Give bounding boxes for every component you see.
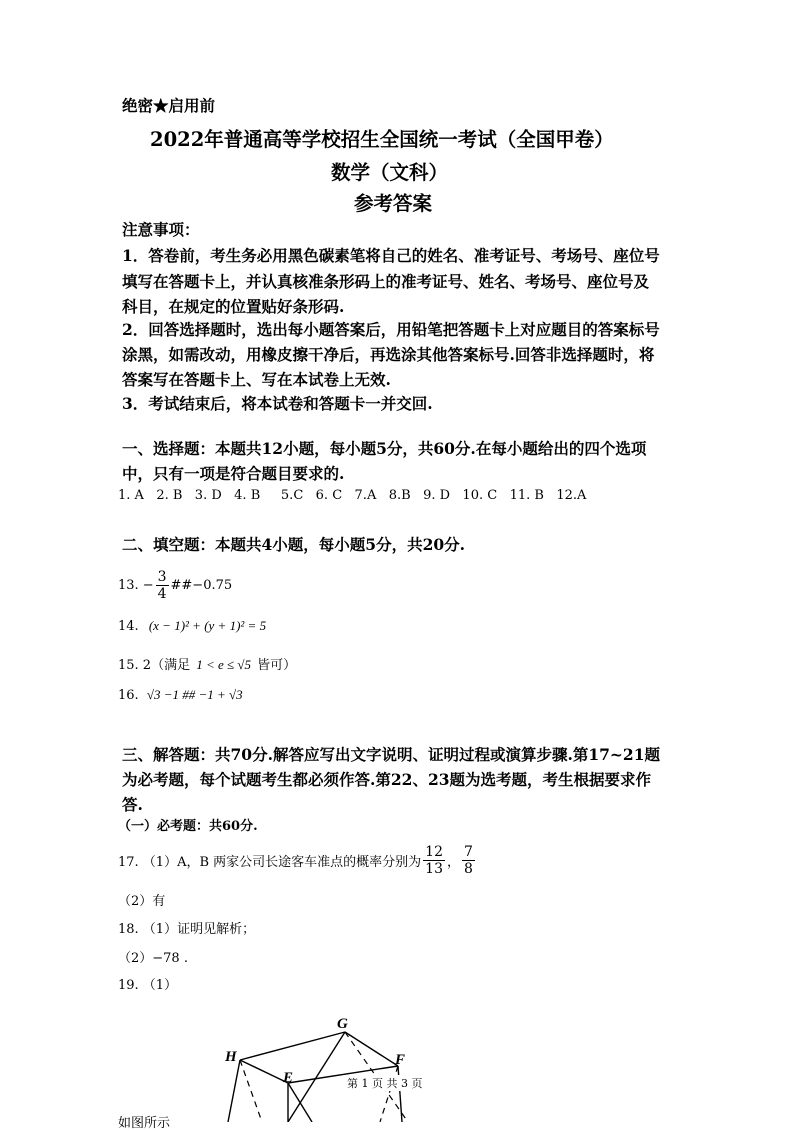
q14-number: 14. [118, 619, 139, 634]
q17-separator: ， [446, 854, 460, 870]
q13-numerator: 3 [157, 568, 167, 585]
edge-gf [345, 1032, 398, 1066]
q15-tail: 皆可） [257, 658, 297, 673]
label-f: F [395, 1052, 406, 1068]
q13-rest: ##−0.75 [170, 577, 233, 593]
required-subheading: （一）必考题：共60分. [118, 819, 258, 834]
section3-heading-line3: 答. [122, 795, 143, 814]
q17-answer-2: （2）有 [118, 894, 166, 909]
notice-item2-line2: 涂黑，如需改动，用橡皮擦干净后，再选涂其他答案标号.回答非选择题时，将 [122, 345, 655, 364]
exam-title: 2022年普通高等学校招生全国统一考试（全国甲卷） [150, 128, 614, 151]
q17-frac1-denominator: 13 [425, 860, 443, 877]
section1-heading-line2: 中，只有一项是符合题目要求的. [122, 464, 345, 483]
page-number: 第 1 页 共 3 页 [347, 1077, 423, 1090]
q18-answer-1: 18. （1）证明见解析； [118, 922, 256, 937]
q13-number: 13. [118, 577, 139, 593]
q13-sign: − [142, 577, 154, 593]
q16-expression: √3 −1 ## −1 + √3 [146, 687, 243, 702]
section1-heading-line1: 一、选择题：本题共12小题，每小题5分，共60分.在每小题给出的四个选项 [122, 439, 647, 458]
notice-item2-line1: 2．回答选择题时，选出每小题答案后，用铅笔把答题卡上对应题目的答案标号 [122, 320, 660, 339]
label-g: G [337, 1016, 348, 1032]
notice-item1-line2: 填写在答题卡上，并认真核准条形码上的准考证号、姓名、考场号、座位号及 [122, 272, 650, 291]
q18-answer-2: （2）−78 . [118, 951, 188, 966]
notice-item1-line1: 1．答卷前，考生务必用黑色碳素笔将自己的姓名、准考证号、考场号、座位号 [122, 246, 660, 265]
secret-label: 绝密★启用前 [122, 96, 216, 115]
edge-he [240, 1060, 288, 1083]
label-e: E [283, 1070, 294, 1086]
choice-answers: 1. A 2. B 3. D 4. B 5.C 6. C 7.A 8.B 9. D 10. C 11. B 12.A [118, 488, 587, 503]
notice-item3: 3．考试结束后，将本试卷和答题卡一并交回. [122, 394, 433, 413]
q16-number: 16. [118, 688, 139, 703]
q15-number: 15. 2（满足 [118, 658, 191, 673]
q17-frac1-numerator: 12 [425, 843, 443, 860]
q17-frac2-denominator: 8 [464, 860, 473, 877]
q19-answer-1: 19. （1） [118, 978, 178, 993]
notice-item2-line3: 答案写在答题卡上、写在本试卷上无效. [122, 370, 391, 389]
section3-heading-line2: 为必考题，每个试题考生都必须作答.第22、23题为选考题，考生根据要求作 [122, 770, 652, 789]
answer-label: 参考答案 [354, 192, 433, 215]
q15-condition: 1 < e ≤ √5 [196, 657, 252, 672]
cut-off-text: 如图所示 [118, 1116, 171, 1131]
q13-denominator: 4 [157, 585, 167, 602]
label-h: H [225, 1049, 237, 1065]
section2-heading: 二、填空题：本题共4小题，每小题5分，共20分. [122, 535, 466, 554]
edge-h-down [228, 1060, 240, 1122]
q17-part1-text: 17. （1）A，B 两家公司长途客车准点的概率分别为 [118, 854, 422, 870]
q17-frac2-numerator: 7 [464, 843, 473, 860]
notice-heading: 注意事项： [122, 220, 200, 239]
section3-heading-line1: 三、解答题：共70分.解答应写出文字说明、证明过程或演算步骤.第17~21题 [122, 745, 660, 764]
subject-title: 数学（文科） [331, 161, 449, 184]
q14-expression: (x − 1)² + (y + 1)² = 5 [148, 618, 267, 633]
notice-item1-line3: 科目，在规定的位置贴好条形码. [122, 297, 345, 316]
